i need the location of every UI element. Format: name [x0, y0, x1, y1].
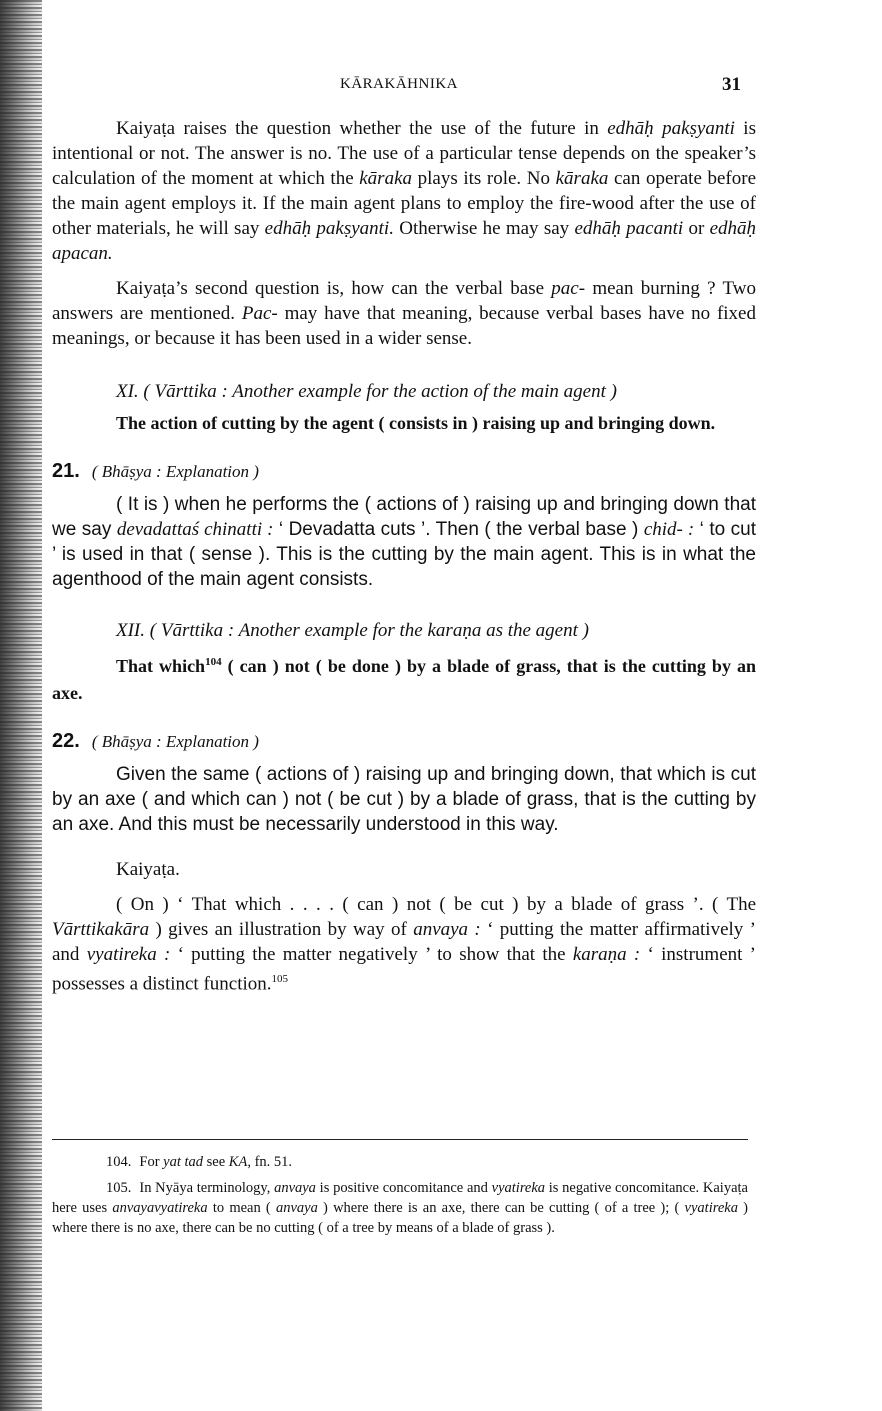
- italic-term: pac-: [551, 278, 586, 299]
- text: ) where there is an axe, there can be cutting ( of a tree ); (: [317, 1200, 685, 1216]
- text: is positive concomitance and: [315, 1180, 492, 1196]
- text: ) gives an illustration by way of: [149, 919, 414, 940]
- section-21-text: [52, 492, 756, 592]
- running-head: KĀRAKĀHNIKA: [340, 76, 458, 92]
- page-body: [52, 116, 756, 996]
- section-number: 21.: [52, 460, 80, 482]
- page-header: [0, 74, 882, 98]
- text: mean burning ? Two answers are mentioned.: [52, 278, 756, 324]
- italic-term: Vārttikakāra: [52, 919, 150, 940]
- text: ‘ putting the matter negatively ’ to show that the: [170, 944, 573, 965]
- footnote-ref[interactable]: 104: [205, 656, 222, 668]
- section-title: ( Bhāṣya : Explanation ): [91, 732, 259, 751]
- text: or: [683, 218, 710, 239]
- footnotes: [52, 1152, 748, 1238]
- italic-term: anvayavyatireka: [112, 1200, 208, 1216]
- italic-term: kāraka: [555, 168, 609, 189]
- paragraph-kaiyata-future: [52, 116, 756, 266]
- varttika-xi-heading: XI. ( Vārttika : Another example for the action of the main agent ): [116, 381, 617, 402]
- italic-term: chid- :: [643, 519, 695, 540]
- text: ( can ) not ( be done ) by a blade of grass, that is the cutting by an axe.: [52, 656, 756, 703]
- italic-term: anvaya: [275, 1200, 318, 1216]
- italic-term: anvaya :: [413, 919, 481, 940]
- text: is intentional or not. The answer is no. The use of a particular tense depends on the speaker’s calculation of the moment at which the: [52, 118, 756, 189]
- text: Kaiyaṭa’s second question is, how can the verbal base: [116, 278, 552, 299]
- italic-term: vyatireka: [491, 1180, 546, 1196]
- varttika-xii-text: [52, 649, 756, 707]
- text: see: [203, 1154, 229, 1170]
- italic-term: vyatireka: [684, 1200, 738, 1216]
- italic-term: edhāḥ pakṣyanti: [607, 118, 735, 139]
- page-number: 31: [722, 74, 741, 95]
- text: Kaiyaṭa raises the question whether the use of the future in: [116, 118, 608, 139]
- italic-term: Pac-: [241, 303, 278, 324]
- paragraph-kaiyata-second-question: [52, 276, 756, 351]
- footnote-divider: [52, 1139, 748, 1140]
- text: ( On ) ‘ That which . . . . ( can ) not ( be cut ) by a blade of grass ’. ( The: [116, 894, 756, 915]
- italic-term: edhāḥ apacan.: [52, 218, 757, 264]
- kaiyata-label: Kaiyaṭa.: [116, 859, 180, 880]
- text: ‘ Devadatta cuts ’. Then ( the verbal base ): [273, 519, 644, 540]
- italic-term: edhāḥ pacanti: [574, 218, 684, 239]
- footnote-104: [52, 1152, 748, 1172]
- text: ‘ putting the matter affirmatively ’ and: [52, 919, 756, 965]
- footnote-105: [52, 1178, 748, 1238]
- italic-term: vyatireka :: [86, 944, 171, 965]
- footnote-ref[interactable]: 105: [271, 973, 289, 985]
- text: For: [139, 1154, 164, 1170]
- varttika-xi-text: The action of cutting by the agent ( consists in ) raising up and bringing down.: [116, 413, 716, 433]
- text: ‘ instrument ’ possesses a distinct function.: [52, 944, 757, 995]
- kaiyata-commentary: [52, 892, 756, 996]
- italic-term: anvaya: [274, 1180, 316, 1196]
- text: Otherwise he may say: [393, 218, 575, 239]
- section-21-heading: [52, 459, 756, 484]
- text: plays its role. No: [412, 168, 556, 189]
- text: may have that meaning, because verbal bases have no fixed meanings, or because it has been used in a wider sense.: [52, 303, 756, 349]
- varttika-xii-heading: XII. ( Vārttika : Another example for the karaṇa as the agent ): [116, 620, 589, 641]
- italic-term: kāraka: [359, 168, 413, 189]
- text: to mean (: [207, 1200, 276, 1216]
- text: ) where there is no axe, there can be no cutting ( of a tree by means of a blade of grass ).: [52, 1200, 748, 1236]
- italic-term: devadattaś chinatti :: [116, 519, 274, 540]
- text: fn. 51.: [250, 1154, 293, 1170]
- section-22-heading: [52, 729, 756, 754]
- text: That which: [116, 656, 206, 676]
- italic-term: KA,: [228, 1154, 251, 1170]
- section-22-text: Given the same ( actions of ) raising up and bringing down, that which is cut by an axe ( and which can ) not ( be cut ) by a blade of grass, that is the cutting by an axe. And this must be necessarily understood in this way.: [52, 764, 756, 835]
- book-spine-shadow: [0, 0, 42, 1411]
- text: ( It is ) when he performs the ( actions of ) raising up and bringing down that we say: [52, 494, 756, 540]
- text: can operate before the main agent employs it. If the main agent plans to employ the fire-wood after the use of other materials, he will say: [52, 168, 756, 239]
- italic-term: karaṇa :: [572, 944, 641, 965]
- text: ‘ to cut ’ is used in that ( sense ). This is the cutting by the main agent. This is in what the agenthood of the main agent consists.: [52, 519, 756, 590]
- italic-term: yat tad: [163, 1154, 204, 1170]
- italic-term: edhāḥ pakṣyanti.: [264, 218, 394, 239]
- footnote-number: 104.: [106, 1154, 132, 1170]
- text: is negative concomitance. Kaiyaṭa here uses: [52, 1180, 748, 1216]
- section-number: 22.: [52, 730, 80, 752]
- footnote-number: 105.: [106, 1180, 132, 1196]
- section-title: ( Bhāṣya : Explanation ): [91, 462, 259, 481]
- text: In Nyāya terminology,: [139, 1180, 275, 1196]
